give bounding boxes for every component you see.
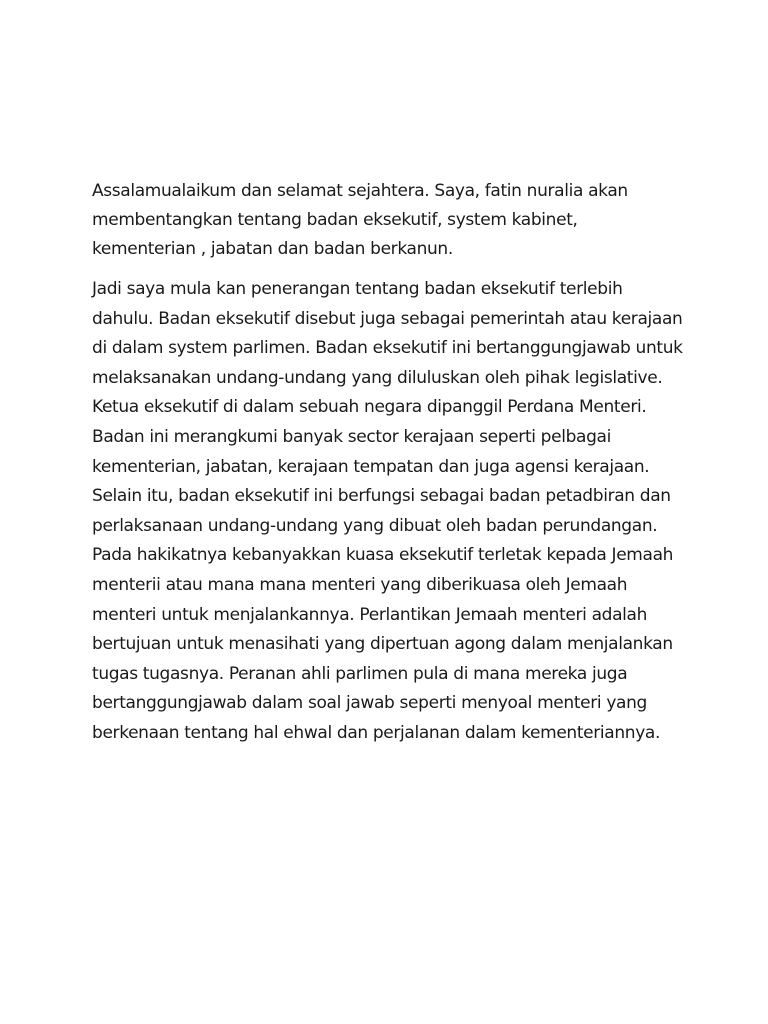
text-line: Badan ini merangkumi banyak sector kerajaan seperti pelbagai	[92, 426, 611, 447]
text-line: kementerian , jabatan dan badan berkanun.	[92, 239, 453, 260]
text-line: tugas tugasnya. Peranan ahli parlimen pula di mana mereka juga	[92, 663, 628, 684]
text-line: perlaksanaan undang-undang yang dibuat oleh badan perundangan.	[92, 515, 658, 536]
text-line: kementerian, jabatan, kerajaan tempatan dan juga agensi kerajaan.	[92, 456, 650, 477]
text-line: Pada hakikatnya kebanyakkan kuasa eksekutif terletak kepada Jemaah	[92, 545, 674, 566]
text-line: Selain itu, badan eksekutif ini berfungsi sebagai badan petadbiran dan	[92, 486, 671, 507]
text-line: Jadi saya mula kan penerangan tentang badan eksekutif terlebih	[92, 279, 623, 299]
text-line: Assalamualaikum dan selamat sejahtera. Saya, fatin nuralia akan	[92, 181, 628, 201]
text-line: menterii atau mana mana menteri yang diberikuasa oleh Jemaah	[92, 574, 628, 595]
text-line: bertanggungjawab dalam soal jawab seperti menyoal menteri yang	[92, 693, 647, 714]
text-line: di dalam system parlimen. Badan eksekutif ini bertanggungjawab untuk	[92, 338, 683, 359]
paragraph-introduction	[92, 177, 692, 265]
text-line: Ketua eksekutif di dalam sebuah negara dipanggil Perdana Menteri.	[92, 397, 647, 418]
paragraph-body	[92, 275, 692, 749]
text-line: berkenaan tentang hal ehwal dan perjalanan dalam kementeriannya.	[92, 722, 661, 743]
text-line: menteri untuk menjalankannya. Perlantikan Jemaah menteri adalah	[92, 604, 648, 625]
text-line: dahulu. Badan eksekutif disebut juga sebagai pemerintah atau kerajaan	[92, 308, 683, 329]
text-line: membentangkan tentang badan eksekutif, system kabinet,	[92, 210, 578, 231]
text-line: melaksanakan undang-undang yang diluluskan oleh pihak legislative.	[92, 367, 663, 388]
text-line: bertujuan untuk menasihati yang dipertuan agong dalam menjalankan	[92, 634, 673, 655]
